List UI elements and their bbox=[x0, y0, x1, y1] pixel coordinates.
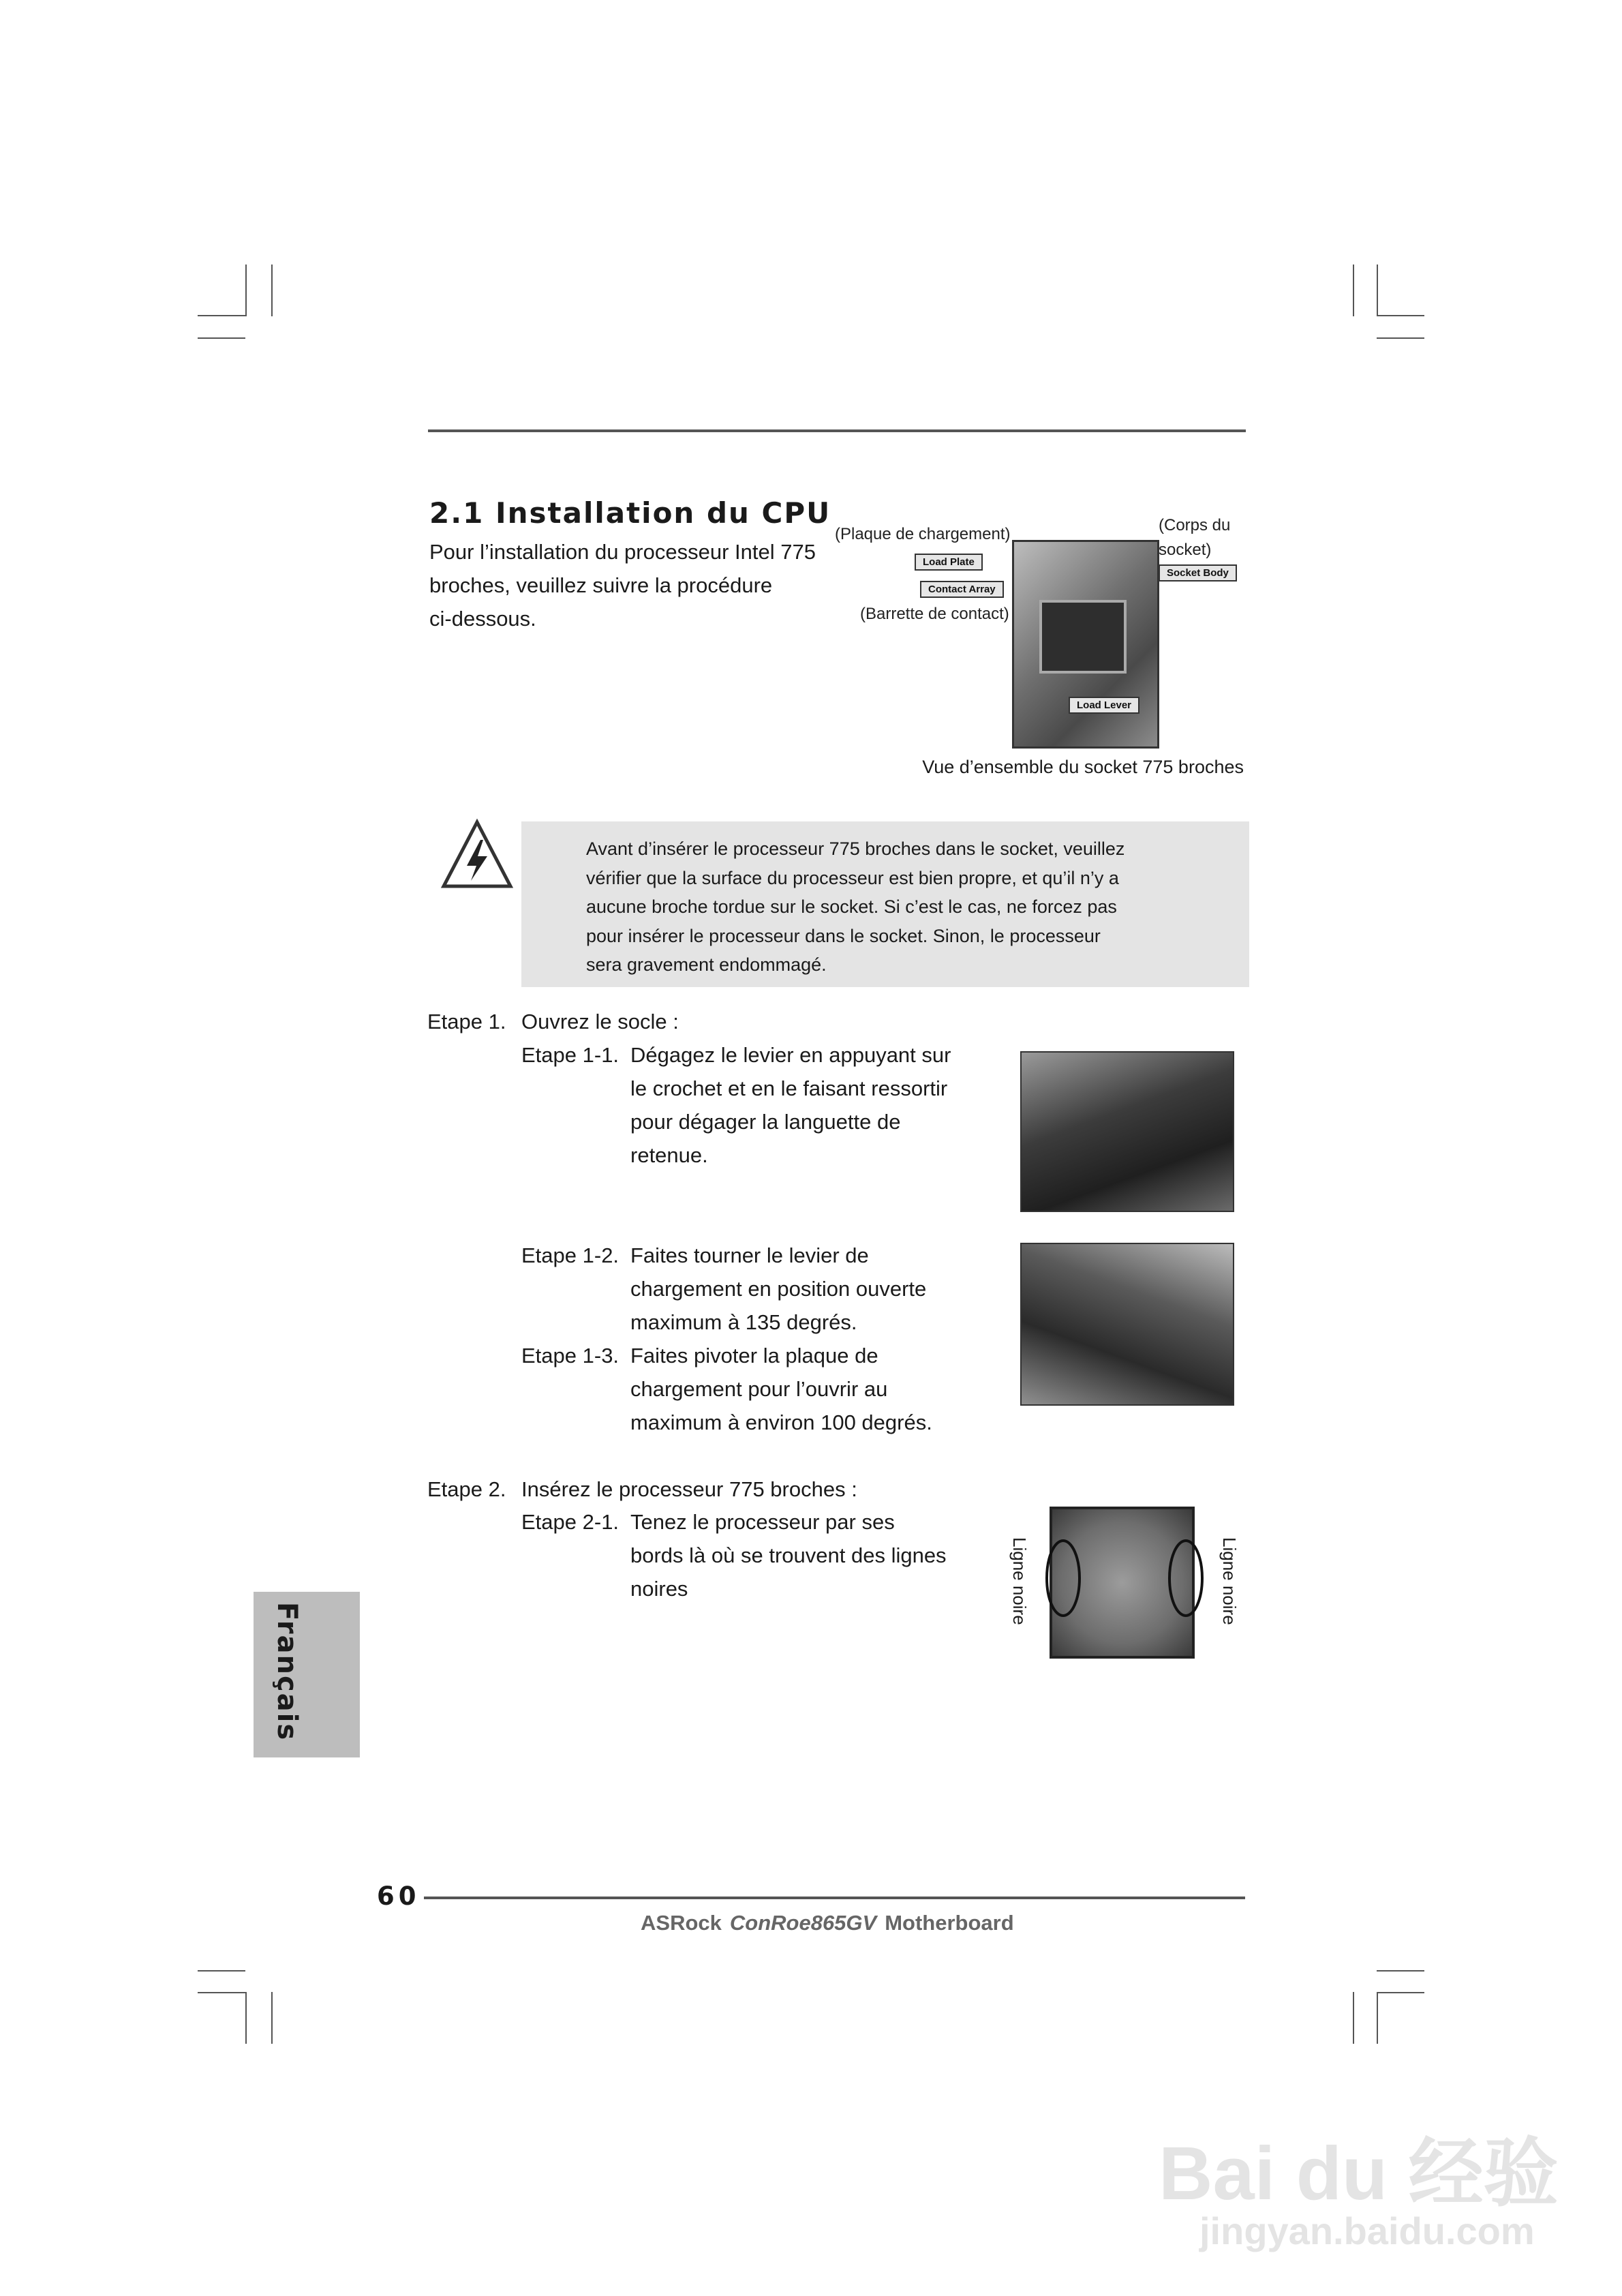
crop-mark bbox=[245, 265, 247, 316]
crop-mark bbox=[1377, 1992, 1378, 2044]
tag-contact-array: Contact Array bbox=[920, 581, 1004, 598]
step-line: maximum à environ 100 degrés. bbox=[630, 1410, 932, 1434]
section-title: 2.1 Installation du CPU bbox=[429, 496, 831, 530]
tag-load-lever: Load Lever bbox=[1069, 697, 1139, 714]
step-1-1-photo bbox=[1020, 1051, 1234, 1212]
footer-product-label: Motherboard bbox=[885, 1911, 1014, 1935]
intro-paragraph bbox=[429, 535, 838, 635]
step-line: Faites tourner le levier de bbox=[630, 1243, 869, 1267]
crop-mark bbox=[198, 315, 245, 316]
intro-line: ci-dessous. bbox=[429, 607, 536, 631]
step-line: Faites pivoter la plaque de bbox=[630, 1344, 878, 1368]
annot-socket-body-2: socket) bbox=[1159, 541, 1212, 559]
step-2-label: Etape 2. bbox=[427, 1477, 506, 1501]
step-1-3-text bbox=[630, 1339, 932, 1439]
warning-line: sera gravement endommagé. bbox=[586, 954, 827, 975]
ligne-noire-left: Ligne noire bbox=[1009, 1537, 1030, 1625]
tag-socket-body: Socket Body bbox=[1159, 564, 1237, 581]
step-1-1-text bbox=[630, 1038, 951, 1172]
step-1-2-label: Etape 1-2. bbox=[521, 1243, 619, 1267]
annot-socket-body-1: (Corps du bbox=[1159, 516, 1231, 534]
warning-line: pour insérer le processeur dans le socket. Sinon, le processeur bbox=[586, 925, 1101, 946]
step-line: chargement en position ouverte bbox=[630, 1277, 927, 1301]
crop-mark bbox=[1377, 1970, 1424, 1972]
step-2-1-text bbox=[630, 1505, 947, 1605]
intro-line: Pour l’installation du processeur Intel 775 bbox=[429, 540, 816, 564]
warning-text bbox=[586, 834, 1179, 980]
step-line: chargement pour l’ouvrir au bbox=[630, 1377, 888, 1401]
step-1-text: Ouvrez le socle : bbox=[521, 1010, 679, 1033]
annot-contact-array: (Barrette de contact) bbox=[860, 605, 1009, 623]
step-line: bords là où se trouvent des lignes bbox=[630, 1543, 947, 1567]
crop-mark bbox=[198, 1970, 245, 1972]
crop-mark bbox=[1377, 265, 1378, 316]
ligne-noire-right: Ligne noire bbox=[1219, 1537, 1240, 1625]
footer-product bbox=[641, 1911, 1014, 1935]
crop-mark bbox=[1353, 1992, 1354, 2044]
step-2-1-label: Etape 2-1. bbox=[521, 1510, 619, 1534]
annot-load-plate: (Plaque de chargement) bbox=[835, 525, 1011, 543]
crop-mark bbox=[1353, 265, 1354, 316]
step-1-2-text bbox=[630, 1239, 926, 1339]
socket-cavity bbox=[1039, 600, 1127, 674]
crop-mark bbox=[1377, 1992, 1424, 1993]
page-number: 60 bbox=[377, 1882, 420, 1911]
footer-brand: ASRock bbox=[641, 1911, 722, 1935]
step-line: le crochet et en le faisant ressortir bbox=[630, 1076, 948, 1100]
watermark-url: jingyan.baidu.com bbox=[1199, 2209, 1535, 2252]
crop-mark bbox=[271, 265, 273, 316]
language-label: Français bbox=[271, 1602, 303, 1742]
footer-rule bbox=[424, 1897, 1245, 1899]
step-1-1-label: Etape 1-1. bbox=[521, 1043, 619, 1067]
warning-line: vérifier que la surface du processeur est bien propre, et qu’il n’y a bbox=[586, 867, 1119, 888]
crop-mark bbox=[1377, 337, 1424, 339]
intro-line: broches, veuillez suivre la procédure bbox=[429, 573, 773, 597]
step-line: maximum à 135 degrés. bbox=[630, 1310, 857, 1334]
step-1-label: Etape 1. bbox=[427, 1010, 506, 1033]
step-line: Tenez le processeur par ses bbox=[630, 1510, 895, 1534]
footer-model: ConRoe865GV bbox=[729, 1911, 877, 1935]
figure-caption: Vue d’ensemble du socket 775 broches bbox=[922, 757, 1244, 777]
step-line: retenue. bbox=[630, 1143, 708, 1167]
header-rule bbox=[428, 429, 1246, 432]
step-1-2-photo bbox=[1020, 1243, 1234, 1406]
crop-mark bbox=[1377, 315, 1424, 316]
warning-line: Avant d’insérer le processeur 775 broches dans le socket, veuillez bbox=[586, 839, 1125, 859]
step-1-3-label: Etape 1-3. bbox=[521, 1344, 619, 1368]
step-line: noires bbox=[630, 1577, 688, 1601]
crop-mark bbox=[271, 1992, 273, 2044]
crop-mark bbox=[245, 1992, 247, 2044]
crop-mark bbox=[198, 1992, 245, 1993]
step-line: pour dégager la languette de bbox=[630, 1110, 901, 1134]
watermark-logo: Bai du 经验 bbox=[1159, 2132, 1559, 2216]
step-line: Dégagez le levier en appuyant sur bbox=[630, 1043, 951, 1067]
warning-line: aucune broche tordue sur le socket. Si c’est le cas, ne forcez pas bbox=[586, 896, 1117, 917]
crop-mark bbox=[198, 337, 245, 339]
warning-lightning-icon bbox=[440, 818, 515, 893]
step-2-text: Insérez le processeur 775 broches : bbox=[521, 1477, 857, 1501]
black-line-markers bbox=[1036, 1530, 1213, 1626]
language-tab bbox=[254, 1592, 360, 1757]
tag-load-plate: Load Plate bbox=[915, 554, 983, 571]
